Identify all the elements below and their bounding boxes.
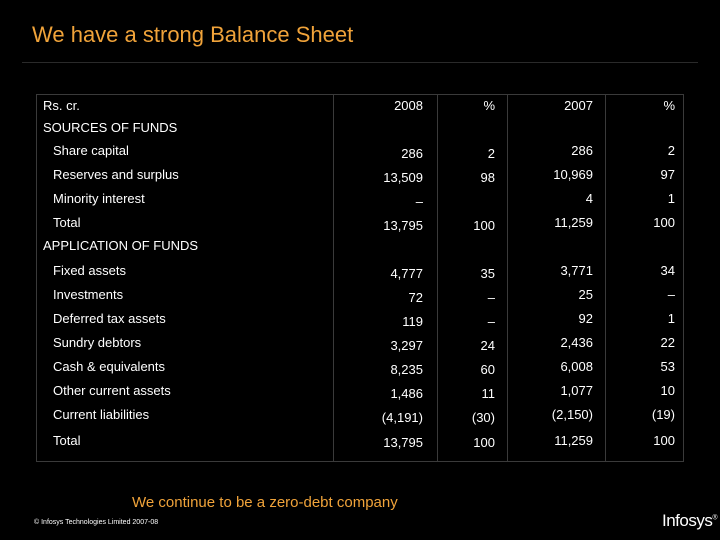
sources-heading: SOURCES OF FUNDS xyxy=(43,120,178,135)
application-heading: APPLICATION OF FUNDS xyxy=(43,238,199,253)
slide-title: We have a strong Balance Sheet xyxy=(32,22,354,47)
value-2008: 4,777 xyxy=(390,266,423,281)
value-2007: 92 xyxy=(578,311,593,326)
column-divider xyxy=(333,95,334,461)
column-divider xyxy=(437,95,438,461)
percent-2008: 60 xyxy=(480,362,495,377)
row-label: Investments xyxy=(53,287,124,302)
row-label: Fixed assets xyxy=(53,263,126,278)
percent-2008: – xyxy=(487,314,495,329)
value-2007: 11,259 xyxy=(554,215,593,230)
row-label: Share capital xyxy=(53,143,129,158)
value-2007: (2,150) xyxy=(551,407,593,422)
copyright-notice: © Infosys Technologies Limited 2007-08 xyxy=(34,519,159,526)
row-label: Minority interest xyxy=(53,191,145,206)
unit-label: Rs. cr. xyxy=(43,98,80,113)
row-label: Total xyxy=(53,433,81,448)
percent-2008: 98 xyxy=(480,170,495,185)
row-label: Sundry debtors xyxy=(53,335,142,350)
percent-2007: 53 xyxy=(660,359,675,374)
value-2007: 2,436 xyxy=(560,335,593,350)
percent-2007: – xyxy=(667,287,675,302)
value-2007: 25 xyxy=(578,287,593,302)
percent-2008: – xyxy=(487,290,495,305)
value-2008: 1,486 xyxy=(390,386,423,401)
value-2007: 6,008 xyxy=(560,359,593,374)
percent-2007: 10 xyxy=(660,383,675,398)
value-2008: 13,795 xyxy=(383,218,423,233)
row-label: Current liabilities xyxy=(53,407,150,422)
percent-2007: 100 xyxy=(653,215,675,230)
percent-2007: 97 xyxy=(660,167,675,182)
value-2007: 3,771 xyxy=(560,263,593,278)
tagline: We continue to be a zero-debt company xyxy=(132,494,398,511)
title-divider xyxy=(22,62,698,63)
header-percent-2007: % xyxy=(663,98,675,113)
percent-2007: 22 xyxy=(660,335,675,350)
percent-2007: 1 xyxy=(667,191,675,206)
value-2007: 1,077 xyxy=(560,383,593,398)
row-label: Total xyxy=(53,215,81,230)
balance-sheet-table xyxy=(36,94,684,462)
percent-2007: 1 xyxy=(667,311,675,326)
value-2008: 72 xyxy=(408,290,423,305)
row-label: Other current assets xyxy=(53,383,171,398)
percent-2008: 11 xyxy=(481,386,495,401)
row-label: Cash & equivalents xyxy=(53,359,166,374)
percent-2008: 100 xyxy=(473,218,495,233)
value-2008: 3,297 xyxy=(390,338,423,353)
percent-2007: 2 xyxy=(667,143,675,158)
value-2008: 119 xyxy=(402,314,423,329)
row-label: Deferred tax assets xyxy=(53,311,166,326)
value-2007: 4 xyxy=(585,191,593,206)
value-2008: 8,235 xyxy=(390,362,423,377)
percent-2008: (30) xyxy=(471,410,495,425)
value-2008: 13,795 xyxy=(383,435,423,450)
percent-2008: 24 xyxy=(480,338,495,353)
header-2007: 2007 xyxy=(564,98,593,113)
value-2008: (4,191) xyxy=(381,410,423,425)
value-2008: 13,509 xyxy=(383,170,423,185)
value-2007: 286 xyxy=(571,143,593,158)
percent-2008: 100 xyxy=(473,435,495,450)
column-divider xyxy=(507,95,508,461)
infosys-logo: Infosys® xyxy=(662,511,718,530)
percent-2007: 34 xyxy=(660,263,675,278)
logo-text: Infosys xyxy=(662,511,713,530)
value-2007: 11,259 xyxy=(554,433,593,448)
header-2008: 2008 xyxy=(394,98,423,113)
header-percent-2008: % xyxy=(483,98,495,113)
value-2008: – xyxy=(415,194,423,209)
value-2007: 10,969 xyxy=(553,167,593,182)
percent-2008: 35 xyxy=(480,266,495,281)
row-label: Reserves and surplus xyxy=(53,167,179,182)
value-2008: 286 xyxy=(401,146,423,161)
percent-2007: 100 xyxy=(653,433,675,448)
column-divider xyxy=(605,95,606,461)
percent-2007: (19) xyxy=(651,407,675,422)
percent-2008: 2 xyxy=(487,146,495,161)
